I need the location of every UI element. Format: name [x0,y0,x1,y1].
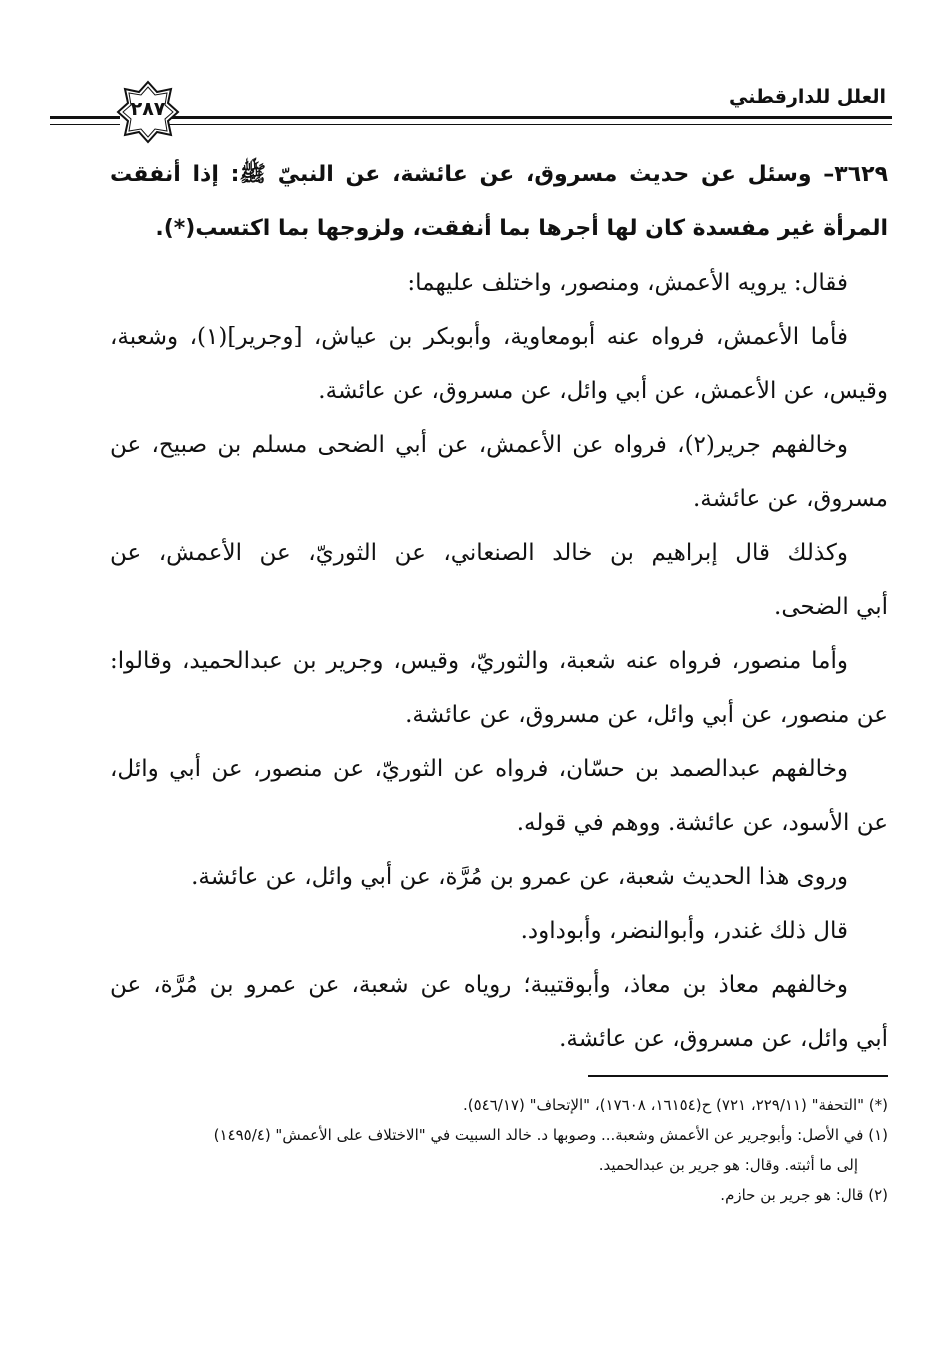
footnote-line: (١) في الأصل: وأبوجرير عن الأعمش وشعبة... وصوبها د. خالد السبيت في "الاختلاف على الأعمش" (١٤٩٥/٤) [213,1126,888,1144]
text-line: قال ذلك غندر، وأبوالنضر، وأبوداود. [520,918,848,944]
main-text [110,148,888,1066]
text-line: فقال: يرويه الأعمش، ومنصور، واختلف عليهما: [407,270,848,296]
footnote-line: (*) "التحفة" (٢٢٩/١١، ٧٢١) ح(١٦١٥٤، ١٧٦٠٨)، "الإتحاف" (٥٤٦/١٧). [462,1096,888,1114]
footnote-divider [588,1075,888,1077]
text-line: وقيس، عن الأعمش، عن أبي وائل، عن مسروق، عن عائشة. [318,378,888,404]
text-line: فأما الأعمش، فرواه عنه أبومعاوية، وأبوبكر بن عياش، [وجرير](١)، وشعبة، [110,324,848,350]
header-rule-left [50,116,120,125]
header-rule [168,116,892,125]
text-line: وخالفهم معاذ بن معاذ، وأبوقتيبة؛ روياه عن شعبة، عن عمرو بن مُرَّة، عن [110,972,848,998]
text-line: وأما منصور، فرواه عنه شعبة، والثوريّ، وقيس، وجرير بن عبدالحميد، وقالوا: [110,648,848,674]
book-title: العلل للدارقطني [729,86,886,108]
footnote-line: إلى ما أثبته. وقال: هو جرير بن عبدالحميد. [598,1156,858,1174]
text-line: وروى هذا الحديث شعبة، عن عمرو بن مُرَّة، عن أبي وائل، عن عائشة. [191,864,848,890]
text-line: أبي الضحى. [774,594,888,620]
text-line: مسروق، عن عائشة. [692,486,888,512]
text-line: عن الأسود، عن عائشة. ووهم في قوله. [516,810,888,836]
text-line: ٣٦٢٩– وسئل عن حديث مسروق، عن عائشة، عن النبيّ ﷺ: إذا أنفقت [110,162,888,187]
text-line: عن منصور، عن أبي وائل، عن مسروق، عن عائشة. [405,702,888,728]
page-number: ٢٨٧ [130,98,166,120]
page-number-badge [116,80,180,144]
text-line: وخالفهم جرير(٢)، فرواه عن الأعمش، عن أبي الضحى مسلم بن صبيح، عن [110,432,848,458]
footnote-line: (٢) قال: هو جرير بن حازم. [720,1186,888,1204]
text-line: المرأة غير مفسدة كان لها أجرها بما أنفقت، ولزوجها بما اكتسب(*). [155,216,888,241]
text-line: أبي وائل، عن مسروق، عن عائشة. [559,1026,888,1052]
footnotes [110,1090,888,1210]
text-line: وخالفهم عبدالصمد بن حسّان، فرواه عن الثوريّ، عن منصور، عن أبي وائل، [110,756,848,782]
text-line: وكذلك قال إبراهيم بن خالد الصنعاني، عن الثوريّ، عن الأعمش، عن [110,540,848,566]
